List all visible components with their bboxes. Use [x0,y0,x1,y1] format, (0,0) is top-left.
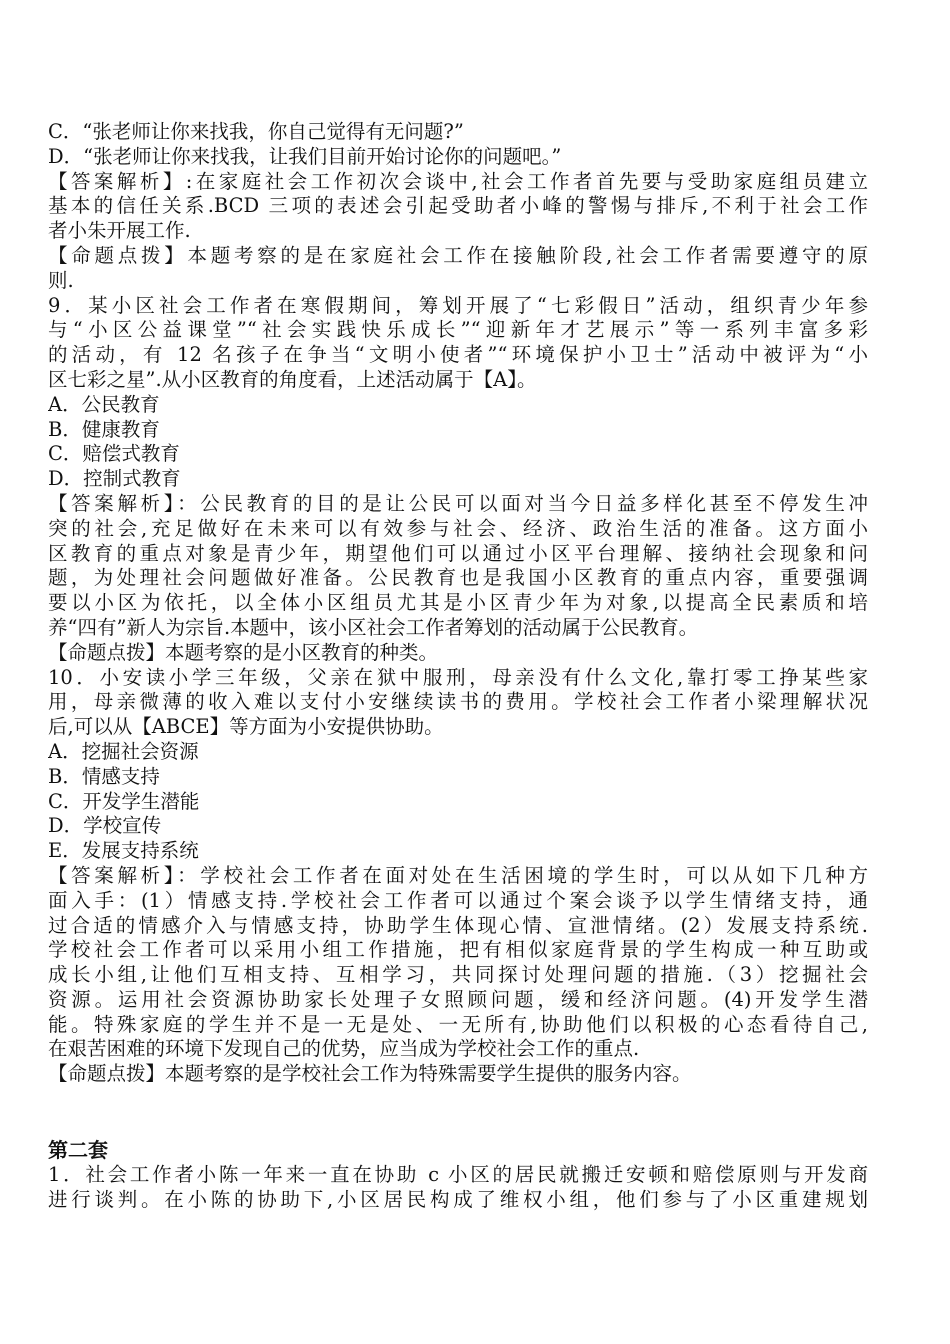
analysis-line: 区教育的重点对象是青少年，期望他们可以通过小区平台理解、接纳社会现象和问 [48,541,868,565]
analysis-line: 要以小区为依托，以全体小区组员尤其是小区青少年为对象,以提高全民素质和培 [48,591,868,615]
stem-line: 10．小安读小学三年级，父亲在狱中服刑，母亲没有什么文化,靠打零工挣某些家 [48,665,868,689]
option-e: E．发展支持系统 [48,839,199,863]
question-10-stem [48,666,868,740]
option-d: D．控制式教育 [48,467,181,491]
question-9-hint [48,641,868,666]
prev-question-options [48,120,868,170]
question-9-options [48,393,868,492]
analysis-line: 能。特殊家庭的学生并不是一无是处、一无所有,协助他们以积极的心态看待自己, [48,1012,868,1036]
option-b: B．健康教育 [48,417,160,441]
analysis-line: 面入手：(1）情感支持.学校社会工作者可以通过个案会谈予以学生情绪支持，通 [48,888,868,912]
hint-line: 则. [48,268,74,292]
analysis-line: 养“四有”新人为宗旨.本题中，该小区社会工作者筹划的活动属于公民教育。 [48,615,699,639]
stem-line: 与“小区公益课堂”“社会实践快乐成长”“迎新年才艺展示”等一系列丰富多彩 [48,318,868,342]
hint-line: 【命题点拨】本题考察的是在家庭社会工作在接触阶段,社会工作者需要遵守的原 [48,243,868,267]
option-a: A．挖掘社会资源 [48,739,199,763]
question-10-hint [48,1062,868,1087]
analysis-line: 【答案解析】：公民教育的目的是让公民可以面对当今日益多样化甚至不停发生冲 [48,491,868,515]
analysis-line: 题，为处理社会问题做好准备。公民教育也是我国小区教育的重点内容，重要强调 [48,566,868,590]
option-d: D．学校宣传 [48,814,162,838]
stem-line: 的活动，有 12 名孩子在争当“文明小使者”“环境保护小卫士”活动中被评为“小 [48,343,868,367]
analysis-line: 学校社会工作者可以采用小组工作措施，把有相似家庭背景的学生构成一种互助或 [48,938,868,962]
stem-line: 9．某小区社会工作者在寒假期间，筹划开展了“七彩假日”活动，组织青少年参 [48,293,868,317]
question-9-analysis [48,492,868,641]
prev-question-hint [48,244,868,294]
option-a: A．公民教育 [48,392,160,416]
analysis-line: 成长小组,让他们互相支持、互相学习，共同探讨处理问题的措施.（3）挖掘社会 [48,963,868,987]
analysis-line: 【答案解析】:在家庭社会工作初次会谈中,社会工作者首先要与受助家庭组员建立 [48,169,868,193]
analysis-line: 资源。运用社会资源协助家长处理子女照顾问题，缓和经济问题。(4)开发学生潜 [48,987,868,1011]
question-9-stem [48,294,868,393]
option-c: C．开发学生潜能 [48,789,200,813]
stem-line: 后,可以从【ABCE】等方面为小安提供协助。 [48,715,444,739]
stem-line: 区七彩之星”.从小区教育的角度看，上述活动属于【A】。 [48,367,537,391]
prev-question-analysis [48,170,868,244]
option-b: B．情感支持 [48,764,160,788]
stem-line: 进行谈判。在小陈的协助下,小区居民构成了维权小组，他们参与了小区重建规划 [48,1187,868,1211]
stem-line: 用，母亲微薄的收入难以支付小安继续读书的费用。学校社会工作者小梁理解状况 [48,690,868,714]
section-title: 第二套 [48,1138,108,1163]
hint-line: 【命题点拨】本题考察的是学校社会工作为特殊需要学生提供的服务内容。 [48,1062,692,1086]
section-spacer [48,1087,868,1137]
option-d: D．“张老师让你来找我，让我们目前开始讨论你的问题吧。” [48,144,562,168]
analysis-line: 基本的信任关系.BCD 三项的表述会引起受助者小峰的警惕与排斥,不利于社会工作 [48,194,868,218]
analysis-line: 【答案解析】：学校社会工作者在面对处在生活困境的学生时，可以从如下几种方 [48,863,868,887]
analysis-line: 在艰苦困难的环境下发现自己的优势，应当成为学校社会工作的重点. [48,1037,640,1061]
option-c: C．“张老师让你来找我，你自己觉得有无问题?” [48,120,464,143]
option-c: C．赔偿式教育 [48,442,180,466]
stem-line: 1．社会工作者小陈一年来一直在协助 c 小区的居民就搬迁安顿和赔偿原则与开发商 [48,1163,868,1187]
hint-line: 【命题点拨】本题考察的是小区教育的种类。 [48,640,439,664]
analysis-line: 突的社会,充足做好在未来可以有效参与社会、经济、政治生活的准备。这方面小 [48,516,868,540]
analysis-line: 者小朱开展工作. [48,219,191,243]
analysis-line: 过合适的情感介入与情感支持，协助学生体现心情、宣泄情绪。(2）发展支持系统. [48,913,868,937]
question-10-options [48,740,868,864]
document-page [48,120,868,1213]
section-2-question-1-stem [48,1163,868,1213]
question-10-analysis [48,864,868,1062]
